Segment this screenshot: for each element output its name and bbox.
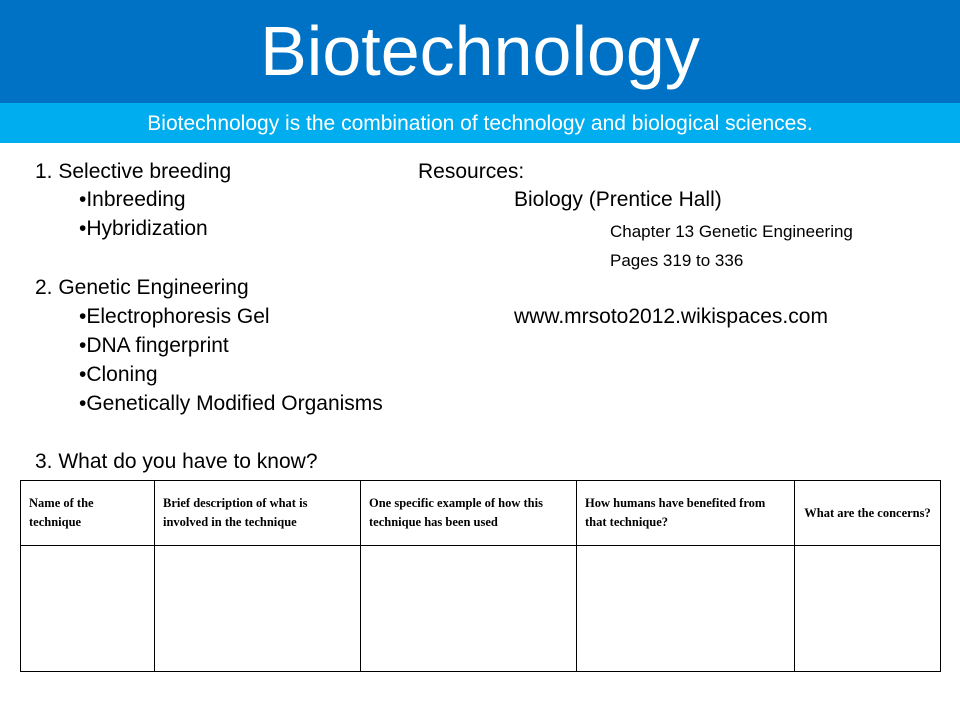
header-brief-description: Brief description of what is involved in the technique: [155, 481, 361, 546]
bullet-hybridization: •Hybridization: [79, 217, 208, 240]
header-human-benefits: How humans have benefited from that technique?: [577, 481, 795, 546]
table-cell: [155, 546, 361, 672]
table-cell: [361, 546, 577, 672]
header-concerns: What are the concerns?: [795, 481, 941, 546]
section-selective-breeding-heading: 1. Selective breeding: [35, 160, 232, 183]
section-genetic-engineering-heading: 2. Genetic Engineering: [35, 276, 249, 299]
page-subtitle: Biotechnology is the combination of technology and biological sciences.: [147, 112, 813, 135]
bullet-inbreeding: •Inbreeding: [79, 188, 186, 211]
resources-heading: Resources:: [418, 160, 525, 183]
bullet-gmo: •Genetically Modified Organisms: [79, 392, 383, 415]
bullet-cloning: •Cloning: [79, 363, 158, 386]
page-title: Biotechnology: [260, 12, 700, 90]
bullet-electrophoresis-gel: •Electrophoresis Gel: [79, 305, 270, 328]
section-question-heading: 3. What do you have to know?: [35, 450, 318, 473]
resource-pages: Pages 319 to 336: [610, 251, 744, 270]
resource-chapter: Chapter 13 Genetic Engineering: [610, 222, 853, 241]
bullet-dna-fingerprint: •DNA fingerprint: [79, 334, 229, 357]
resource-book: Biology (Prentice Hall): [514, 188, 722, 211]
technique-table: [20, 480, 941, 672]
resource-website: www.mrsoto2012.wikispaces.com: [514, 305, 828, 328]
header-specific-example: One specific example of how this technique has been used: [361, 481, 577, 546]
table-cell: [577, 546, 795, 672]
table-cell: [21, 546, 155, 672]
table-header-row: [21, 481, 941, 546]
header-technique-name: Name of the technique: [21, 481, 155, 546]
table-row: [21, 546, 941, 672]
table-cell: [795, 546, 941, 672]
